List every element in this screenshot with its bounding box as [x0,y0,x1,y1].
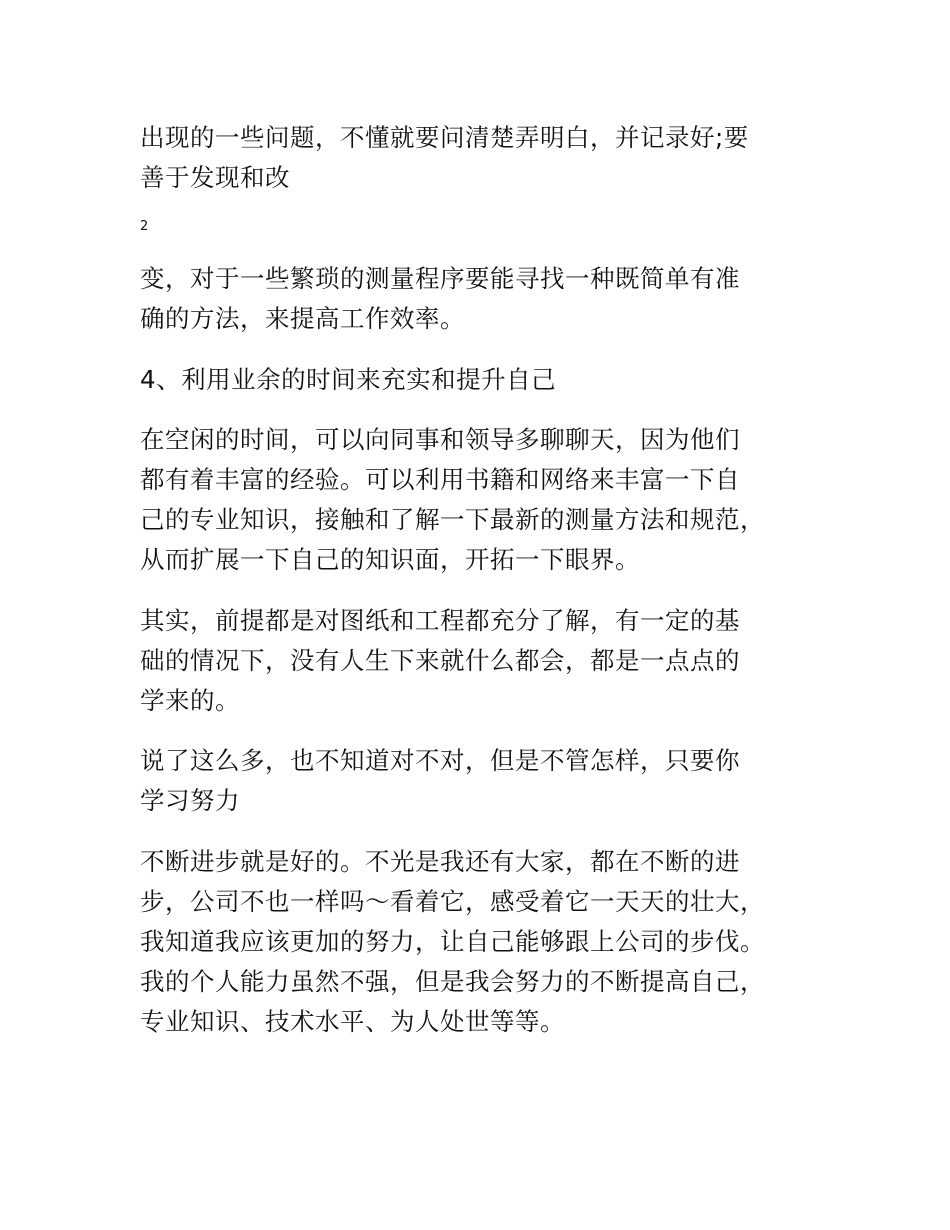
text-line: 专业知识、技术水平、为人处世等等。 [140,1007,565,1036]
paragraph-5 [140,601,815,721]
text-line: 其实，前提都是对图纸和工程都充分了解，有一定的基 [140,606,740,635]
text-line: 从而扩展一下自己的知识面，开拓一下眼界。 [140,545,640,574]
section-heading [140,360,815,400]
paragraph-6 [140,741,815,821]
text-line: 学来的。 [140,686,240,715]
text-line: 我的个人能力虽然不强，但是我会努力的不断提高自己， [140,967,765,996]
paragraph-1 [140,118,815,198]
page-marker: 2 [140,219,149,234]
heading-text: 4、利用业余的时间来充实和提升自己 [140,365,557,394]
text-line: 学习努力 [140,786,240,815]
text-line: 我知道我应该更加的努力，让自己能够跟上公司的步伐。 [140,927,765,956]
paragraph-7 [140,842,815,1042]
text-line: 础的情况下，没有人生下来就什么都会，都是一点点的 [140,646,740,675]
text-line: 确的方法，来提高工作效率。 [140,304,465,333]
text-line: 变，对于一些繁琐的测量程序要能寻找一种既简单有准 [140,264,740,293]
text-line: 不断进步就是好的。不光是我还有大家，都在不断的进 [140,847,740,876]
text-line: 出现的一些问题，不懂就要问清楚弄明白，并记录好;要 [140,123,749,152]
text-line: 步，公司不也一样吗～看着它，感受着它一天天的壮大， [140,887,765,916]
paragraph-2 [140,259,815,339]
text-line: 善于发现和改 [140,163,290,192]
text-line: 说了这么多，也不知道对不对，但是不管怎样，只要你 [140,746,740,775]
text-line: 在空闲的时间，可以向同事和领导多聊聊天，因为他们 [140,425,740,454]
text-line: 己的专业知识，接触和了解一下最新的测量方法和规范， [140,505,765,534]
paragraph-4 [140,420,815,580]
text-line: 都有着丰富的经验。可以利用书籍和网络来丰富一下自 [140,465,740,494]
